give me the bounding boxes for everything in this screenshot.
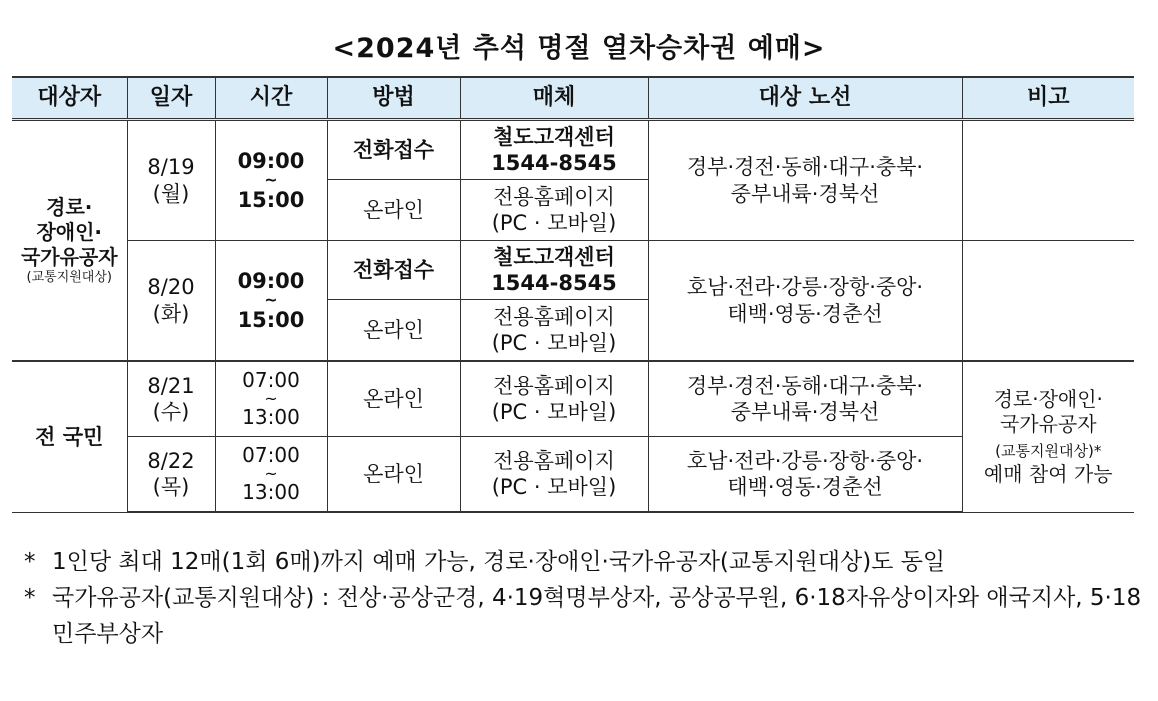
routes-cell xyxy=(648,120,962,241)
target-line: 국가유공자 xyxy=(20,244,118,269)
date: 8/21 xyxy=(147,373,195,398)
call-center-name: 철도고객센터 xyxy=(493,244,615,269)
routes-line: 호남·전라·강릉·장항·중앙· xyxy=(686,275,924,300)
time-start: 09:00 xyxy=(237,268,305,293)
header-time: 시간 xyxy=(215,77,327,120)
table-header-row xyxy=(12,77,1134,120)
homepage-sub: (PC · 모바일) xyxy=(491,211,617,235)
target-group-all: 전 국민 xyxy=(12,361,127,512)
header-target: 대상자 xyxy=(12,77,127,120)
table-row xyxy=(12,361,1134,437)
weekday: (목) xyxy=(152,475,190,499)
remark-line: 국가유공자 xyxy=(999,411,1097,436)
date: 8/22 xyxy=(147,448,195,473)
reservation-schedule-table xyxy=(12,76,1134,513)
date-cell xyxy=(127,120,215,241)
remark-cell-empty xyxy=(962,120,1134,241)
header-media: 매체 xyxy=(460,77,648,120)
weekday: (월) xyxy=(152,181,190,206)
table-row xyxy=(12,241,1134,300)
routes-line: 경부·경전·동해·대구·충북· xyxy=(686,373,924,398)
method-online: 온라인 xyxy=(327,361,460,437)
time-cell xyxy=(215,241,327,362)
homepage-label: 전용홈페이지 xyxy=(493,304,615,329)
homepage-sub: (PC · 모바일) xyxy=(491,400,617,424)
method-phone: 전화접수 xyxy=(327,120,460,180)
routes-line: 태백·영동·경춘선 xyxy=(727,301,883,326)
method-online: 온라인 xyxy=(327,180,460,241)
routes-cell xyxy=(648,241,962,362)
remark-line: (교통지원대상)* xyxy=(995,441,1102,460)
footnote-marker: * xyxy=(24,585,36,611)
page-title: <2024년 추석 명절 열차승차권 예매> xyxy=(332,33,826,64)
time-end: 13:00 xyxy=(242,405,300,430)
remark-cell xyxy=(962,361,1134,512)
time-cell xyxy=(215,120,327,241)
header-method: 방법 xyxy=(327,77,460,120)
table-row xyxy=(12,120,1134,180)
date-cell xyxy=(127,361,215,437)
footnotes xyxy=(24,544,1149,652)
footnote-text: 1인당 최대 12매(1회 6매)까지 예매 가능, 경로·장애인·국가유공자(교통지원대상)도 동일 xyxy=(52,549,946,575)
media-call-center xyxy=(460,241,648,300)
footnote-marker: * xyxy=(24,549,36,575)
time-cell xyxy=(215,437,327,513)
weekday: (수) xyxy=(152,400,190,424)
media-homepage xyxy=(460,437,648,513)
remark-cell-empty xyxy=(962,241,1134,362)
header-remark: 비고 xyxy=(962,77,1134,120)
target-line: 경로· xyxy=(46,194,93,219)
time-tilde: ~ xyxy=(264,463,278,483)
media-homepage xyxy=(460,361,648,437)
routes-line: 호남·전라·강릉·장항·중앙· xyxy=(686,448,924,473)
header-date: 일자 xyxy=(127,77,215,120)
footnote xyxy=(24,580,1149,652)
routes-line: 중부내륙·경북선 xyxy=(730,400,880,424)
date: 8/20 xyxy=(147,275,195,300)
media-homepage xyxy=(460,300,648,362)
homepage-sub: (PC · 모바일) xyxy=(491,475,617,499)
time-end: 13:00 xyxy=(242,480,300,505)
media-call-center xyxy=(460,120,648,180)
routes-line: 중부내륙·경북선 xyxy=(730,181,880,206)
footnote-text: 국가유공자(교통지원대상) : 전상·공상군경, 4·19혁명부상자, 공상공무원, 6·18자유상이자와 애국지사, 5·18민주부상자 xyxy=(52,585,1142,647)
remark-line: 경로·장애인· xyxy=(993,386,1103,411)
date-cell xyxy=(127,241,215,362)
routes-cell xyxy=(648,361,962,437)
homepage-label: 전용홈페이지 xyxy=(493,373,615,398)
homepage-label: 전용홈페이지 xyxy=(493,184,615,209)
homepage-label: 전용홈페이지 xyxy=(493,448,615,473)
method-online: 온라인 xyxy=(327,300,460,362)
time-tilde: ~ xyxy=(264,290,278,310)
date: 8/19 xyxy=(147,155,195,180)
target-group-elderly xyxy=(12,120,127,362)
media-homepage xyxy=(460,180,648,241)
method-online: 온라인 xyxy=(327,437,460,513)
time-start: 09:00 xyxy=(237,148,305,173)
remark-line: 예매 참여 가능 xyxy=(983,461,1113,486)
weekday: (화) xyxy=(152,301,190,326)
call-center-number: 1544-8545 xyxy=(491,271,617,295)
call-center-name: 철도고객센터 xyxy=(493,124,615,149)
target-note: (교통지원대상) xyxy=(26,269,112,285)
header-routes: 대상 노선 xyxy=(648,77,962,120)
time-start: 07:00 xyxy=(242,367,300,392)
time-tilde: ~ xyxy=(264,170,278,190)
time-cell xyxy=(215,361,327,437)
time-tilde: ~ xyxy=(264,388,278,408)
routes-line: 태백·영동·경춘선 xyxy=(727,475,883,499)
time-end: 15:00 xyxy=(237,307,305,332)
routes-cell xyxy=(648,437,962,513)
method-phone: 전화접수 xyxy=(327,241,460,300)
date-cell xyxy=(127,437,215,513)
footnote xyxy=(24,544,1149,580)
time-start: 07:00 xyxy=(242,442,300,467)
homepage-sub: (PC · 모바일) xyxy=(491,331,617,355)
target-line: 장애인· xyxy=(36,219,103,244)
time-end: 15:00 xyxy=(237,187,305,212)
call-center-number: 1544-8545 xyxy=(491,151,617,175)
routes-line: 경부·경전·동해·대구·충북· xyxy=(686,155,924,180)
